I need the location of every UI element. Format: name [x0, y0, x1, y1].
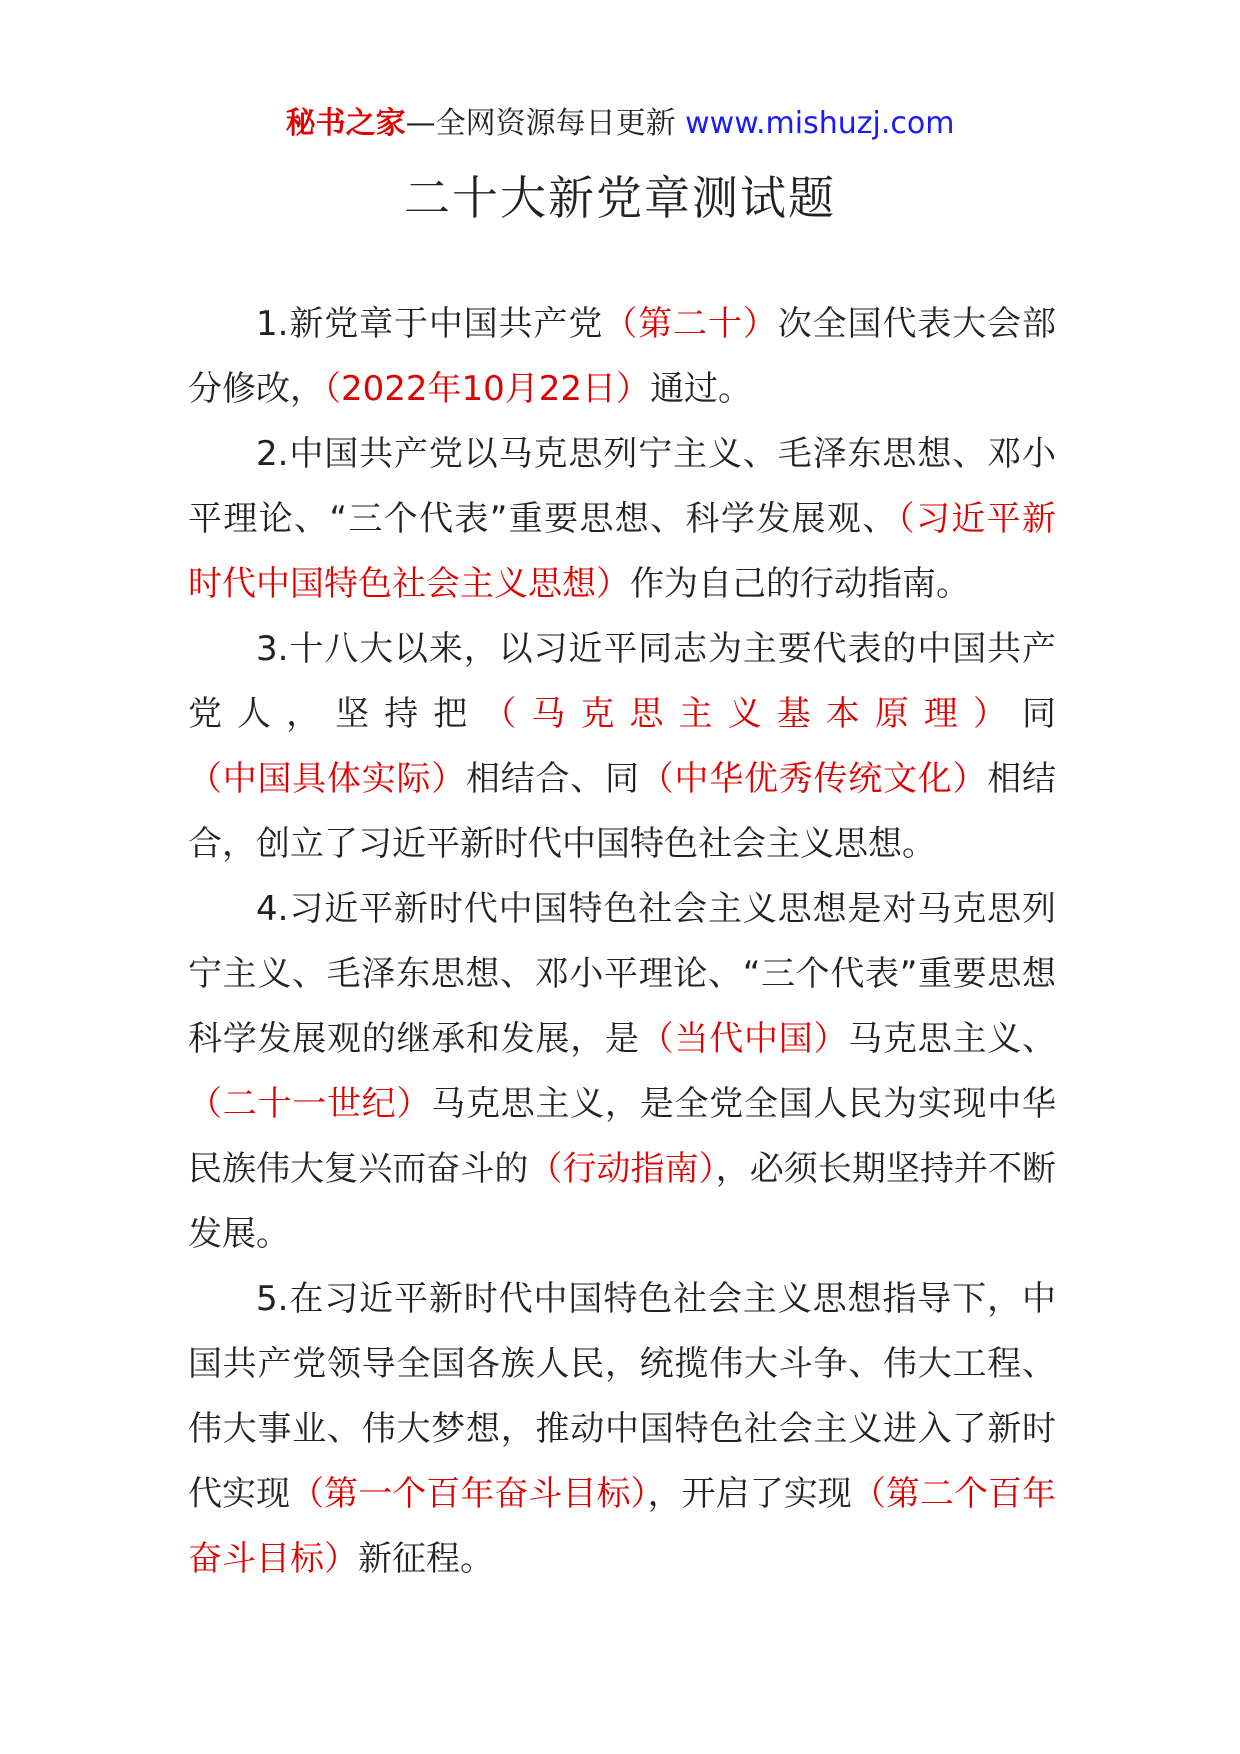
answer-text: （第二个百年奋斗目标） — [188, 1474, 1057, 1579]
question-text: 5.在习近平新时代中国特色社会主义思想指导下，中国共产党领导全国各族人民，统揽伟大斗争、伟大工程、伟大事业、伟大梦想，推动中国特色社会主义进入了新时代实现 — [188, 1279, 1056, 1514]
question-1 — [188, 292, 1056, 422]
question-text: 通过。 — [650, 369, 753, 409]
question-text: 次全国代表大会部分修改， — [188, 304, 1057, 409]
answer-text: （第二十） — [603, 304, 778, 344]
question-5 — [188, 1267, 1056, 1592]
answer-text: （中国具体实际） — [188, 759, 466, 799]
site-tagline: —全网资源每日更新 — [405, 106, 676, 141]
question-text: 4.习近平新时代中国特色社会主义思想是对马克思列宁主义、毛泽东思想、邓小平理论、“三个代表”重要思想科学发展观的继承和发展，是 — [188, 889, 1056, 1059]
site-header — [0, 102, 1240, 146]
site-url-link[interactable]: www.mishuzj.com — [685, 106, 955, 141]
question-list — [188, 292, 1056, 1592]
document-title: 二十大新党章测试题 — [404, 171, 836, 225]
answer-text: （行动指南） — [528, 1149, 716, 1189]
question-text: 马克思主义，是全党全国人民为实现中华民族伟大复兴而奋斗的 — [188, 1084, 1056, 1189]
question-text: 1.新党章于中国共产党 — [256, 304, 604, 344]
question-text: ，开启了实现 — [647, 1474, 852, 1514]
site-brand: 秘书之家 — [285, 106, 406, 141]
answer-text: （二十一世纪） — [188, 1084, 432, 1124]
question-text: 2.中国共产党以马克思列宁主义、毛泽东思想、邓小平理论、“三个代表”重要思想、科学发展观、 — [188, 434, 1056, 539]
question-4 — [188, 877, 1056, 1267]
question-3 — [188, 617, 1056, 877]
answer-text: （习近平新时代中国特色社会主义思想） — [188, 499, 1056, 604]
question-text: ，必须长期坚持并不断发展。 — [188, 1149, 1057, 1254]
question-text: 新征程。 — [358, 1539, 494, 1579]
answer-text: （2022年10月22日） — [324, 369, 651, 409]
answer-text: （第一个百年奋斗目标） — [290, 1474, 648, 1514]
question-text: 相结合，创立了习近平新时代中国特色社会主义思想。 — [188, 759, 1056, 864]
question-text: 马克思主义、 — [848, 1019, 1056, 1059]
question-2 — [188, 422, 1056, 617]
answer-text: （马克思主义基本原理） — [482, 694, 1023, 734]
question-text: 同 — [1022, 694, 1057, 734]
answer-text: （中华优秀传统文化） — [639, 759, 988, 799]
question-text: 作为自己的行动指南。 — [630, 564, 970, 604]
answer-text: （当代中国） — [639, 1019, 849, 1059]
question-text: 3.十八大以来，以习近平同志为主要代表的中国共产党人，坚持把 — [188, 629, 1056, 734]
question-text: 相结合、同 — [466, 759, 640, 799]
